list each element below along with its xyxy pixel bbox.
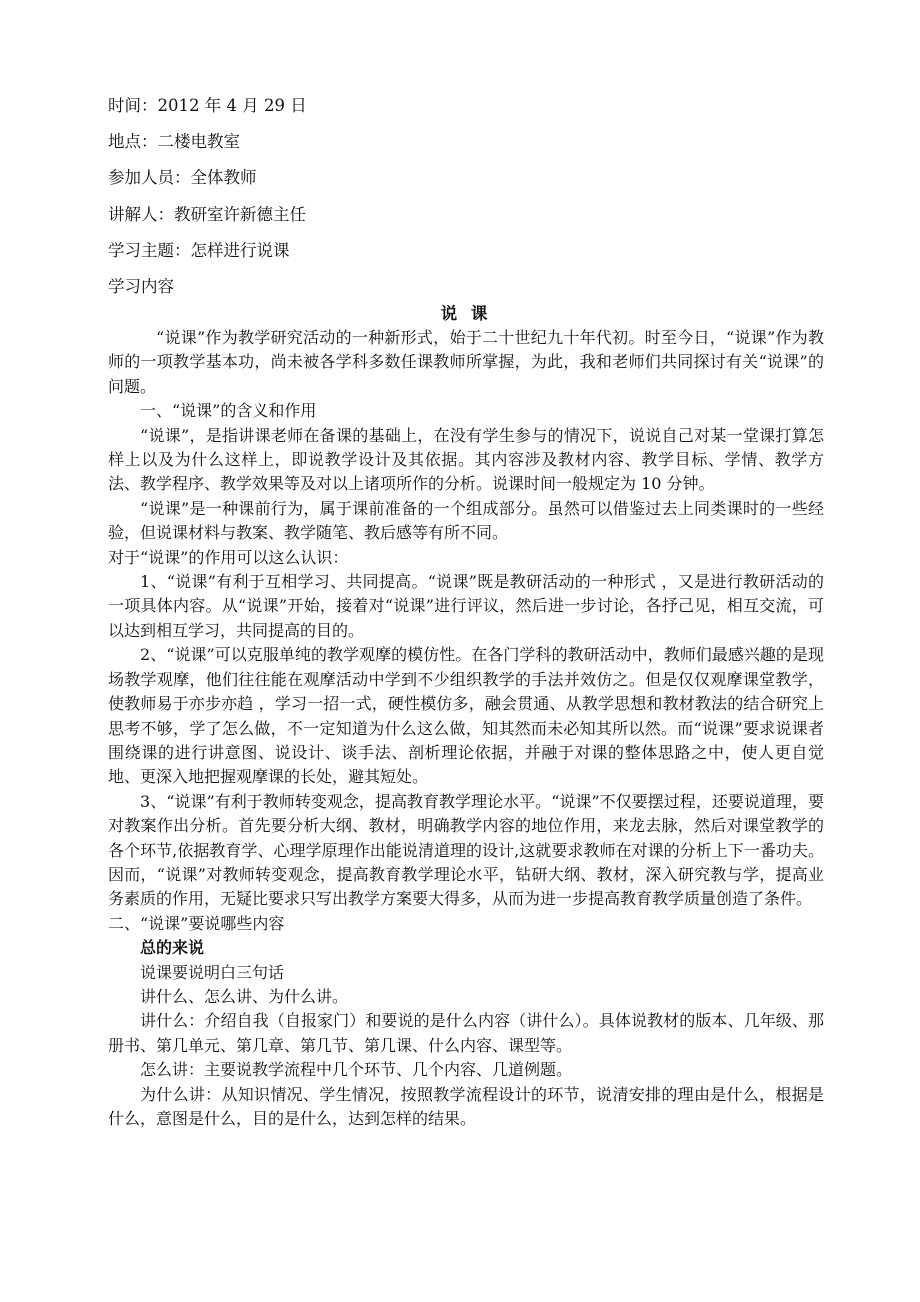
meta-place: 地点：二楼电教室: [108, 132, 240, 151]
document-body: [108, 302, 824, 1131]
paragraph-role-2: 2、“说课”可以克服单纯的教学观摩的模仿性。在各门学科的教研活动中，教师们最感兴趣的是现场教学观摩，他们往往能在观摩活动中学到不少组织教学的手法并效仿之。但是仅仅观摩课堂教学，使教师易于亦步亦趋 ，学习一招一式，硬性模仿多，融会贯通、从教学思想和教材教法的结合研究上思考不够，学了怎么做，不一定知道为什么这么做，知其然而未必知其所以然。而“说课”要求说课者围绕课的进行讲意图、说设计、谈手法、剖析理论依据，并融于对课的整体思路之中，使人更自觉地、更深入地把握观摩课的长处，避其短处。: [108, 645, 824, 787]
meta-content-label: 学习内容: [108, 277, 174, 296]
paragraph-what: 讲什么：介绍自我（自报家门）和要说的是什么内容（讲什么）。具体说教材的版本、几年级、那册书、第几单元、第几章、第几节、第几课、什么内容、课型等。: [108, 1011, 824, 1055]
paragraph-how: 怎么讲：主要说教学流程中几个环节、几个内容、几道例题。: [140, 1060, 573, 1080]
paragraph-pre-class: “说课”是一种课前行为，属于课前准备的一个组成部分。虽然可以借鉴过去上同类课时的一些经验，但说课材料与教案、教学随笔、教后感等有所不同。: [108, 498, 824, 543]
paragraph-definition: “说课”，是指讲课老师在备课的基础上，在没有学生参与的情况下，说说自己对某一堂课打算怎样上以及为什么这样上，即说教学设计及其依据。其内容涉及教材内容、教学目标、学情、教学方法、教学程序、教学效果等及对以上诸项所作的分析。说课时间一般规定为 10 分钟。: [108, 425, 824, 494]
paragraph-intro: “说课”作为教学研究活动的一种新形式，始于二十世纪九十年代初。时至今日，“说课”作为教师的一项教学基本功，尚未被各学科多数任课教师所掌握，为此，我和老师们共同探讨有关“说课”的问题。: [108, 328, 824, 396]
meta-time: 时间：2012 年 4 月 29 日: [108, 96, 307, 115]
meta-topic: 学习主题：怎样进行说课: [108, 241, 290, 260]
meta-speaker: 讲解人：教研室许新德主任: [108, 205, 306, 224]
document-title: 说 课: [440, 304, 492, 323]
section-heading-2: 二、“说课”要说哪些内容: [108, 913, 285, 933]
subheading-overview: 总的来说: [140, 938, 205, 958]
paragraph-role-3: 3、“说课”有利于教师转变观念，提高教育教学理论水平。“说课”不仅要摆过程，还要说道理，要对教案作出分析。首先要分析大纲、教材，明确教学内容的地位作用，来龙去脉，然后对课堂教学的各个环节,依据教育学、心理学原理作出能说清道理的设计,这就要求教师在对课的分析上下一番功夫。因而，“说课”对教师转变观念，提高教育教学理论水平，钻研大纲、教材，深入研究教与学，提高业务素质的作用，无疑比要求只写出教学方案要大得多，从而为进一步提高教育教学质量创造了条件。: [108, 791, 824, 909]
meta-participants: 参加人员：全体教师: [108, 168, 257, 187]
paragraph-three-sentences: 说课要说明白三句话: [140, 962, 285, 982]
section-heading-1: 一、“说课”的含义和作用: [140, 401, 317, 421]
paragraph-role-1: 1、“说课”有利于互相学习、共同提高。“说课”既是教研活动的一种形式 ，又是进行教研活动的一项具体内容。从“说课”开始，接着对“说课”进行评议，然后进一步讨论，各抒己见，相互交流，可以达到相互学习，共同提高的目的。: [108, 572, 824, 640]
paragraph-why: 为什么讲：从知识情况、学生情况，按照教学流程设计的环节，说清安排的理由是什么，根据是什么，意图是什么，目的是什么，达到怎样的结果。: [108, 1084, 824, 1128]
paragraph-role-intro: 对于“说课”的作用可以这么认识：: [108, 547, 349, 567]
paragraph-three-questions: 讲什么、怎么讲、为什么讲。: [140, 986, 349, 1006]
